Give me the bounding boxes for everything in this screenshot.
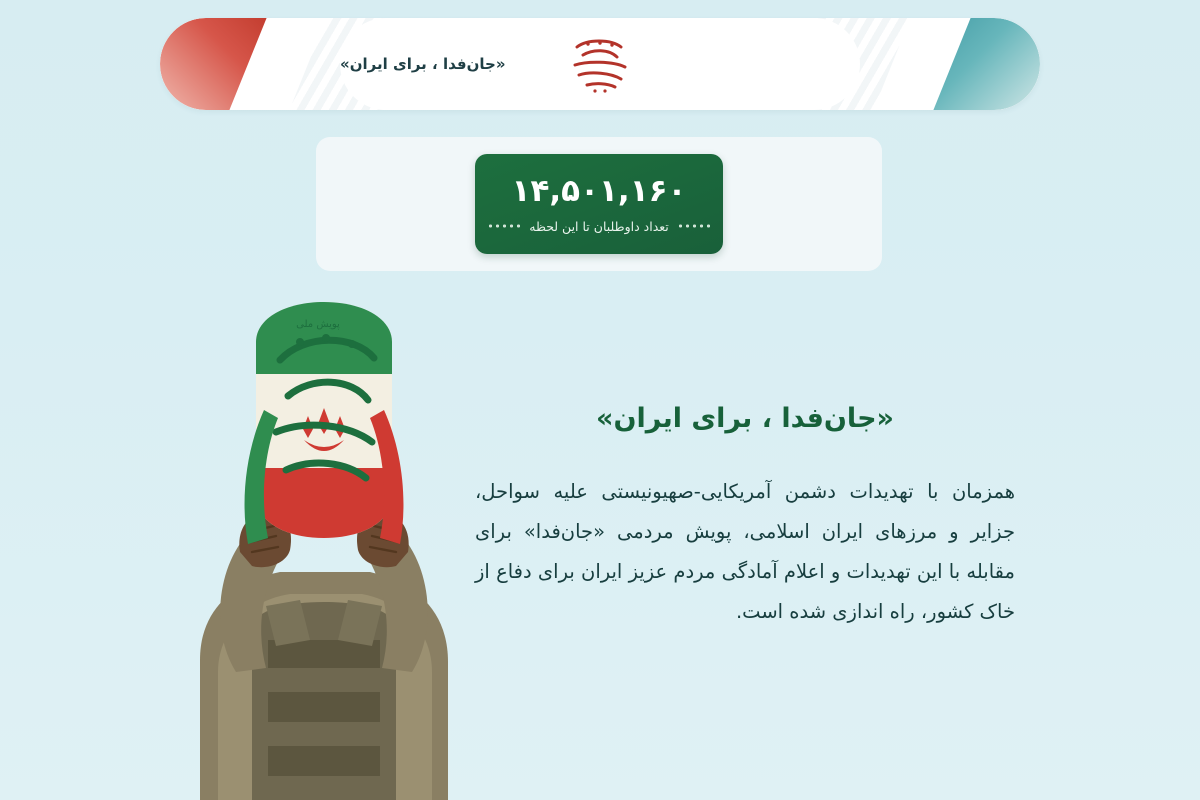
banner-red-cap [160,18,280,110]
volunteer-counter-card [475,154,723,254]
dot-leader-right-icon [677,224,711,228]
dot-leader-left-icon [487,224,521,228]
counter-panel [316,137,882,271]
main-text-block [475,400,1015,632]
top-banner [160,18,1040,110]
volunteer-count-caption: تعداد داوطلبان تا این لحظه [529,218,669,234]
volunteer-count-caption-row [487,219,711,234]
figure-caption: پویش ملی [296,319,340,330]
banner-teal-cap [920,18,1040,110]
page-title: «جان‌فدا ، برای ایران» [596,403,894,434]
soldier-holding-flag-illustration-icon [140,300,500,800]
jan-feda-calligraphy-logo-icon [557,31,643,97]
banner-slogan: «جان‌فدا ، برای ایران» [340,55,506,73]
description-paragraph: همزمان با تهدیدات دشمن آمریکایی-صهیونیستی علیه سواحل، جزایر و مرزهای ایران اسلامی، پویش مردمی «جان‌فدا» برای مقابله با این تهدیدات و اعلام آمادگی مردم عزیز ایران برای دفاع از خاک کشور، راه اندازی شده است. [475,479,1015,623]
volunteer-count-value: ۱۴,۵۰۱,۱۶۰ [511,173,687,210]
